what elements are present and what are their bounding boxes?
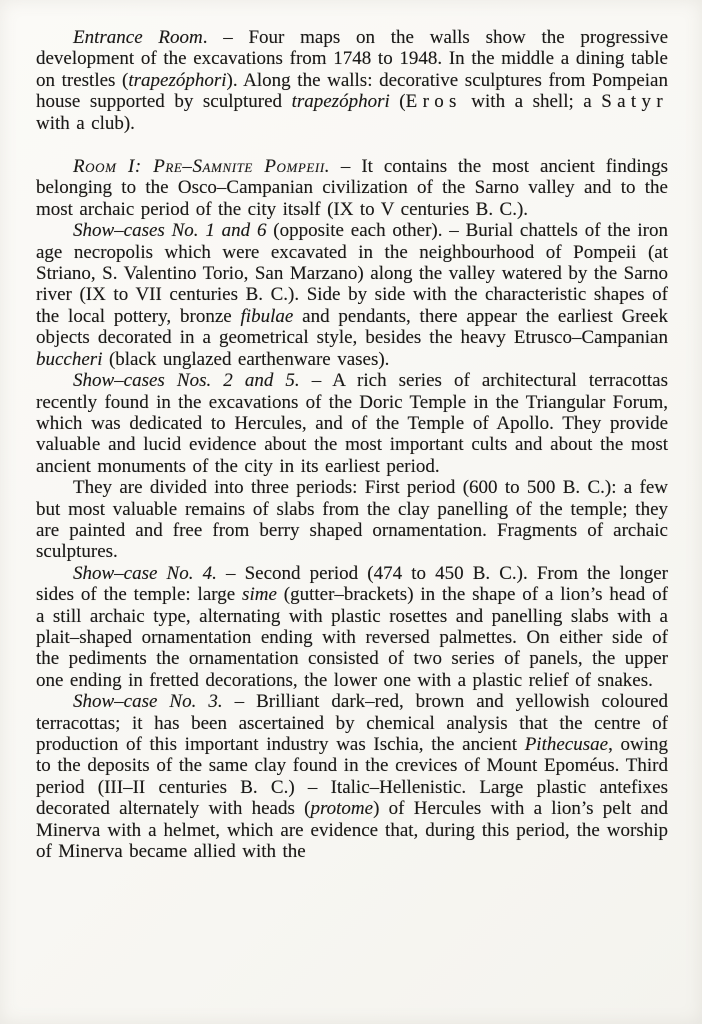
paragraph-show-case-3 <box>36 691 668 862</box>
text-segment: ). Along the walls: decorative sculptures from Pompeian house supported by sculptured <box>36 69 668 113</box>
text-segment: (opposite each other). – Burial chattels of the iron age necropolis which were excavated in the neighbourhood of Pompeii (at Striano, S. Valentino Torio, San Marzano) along the valley watered by the Sarno river (IX to VII centuries B. C.). Side by side with the characteristic shapes of the local pottery, bronze <box>36 220 668 327</box>
page-text <box>36 27 668 862</box>
text-segment: with a shell; a <box>461 91 602 113</box>
text-segment: fibulae <box>240 305 294 327</box>
paragraph-show-cases-2-and-5 <box>36 370 668 477</box>
text-segment: Show–cases No. 1 and 6 <box>73 220 267 242</box>
text-segment: Show–case No. 3. <box>73 691 223 713</box>
text-segment: They are divided into three periods: First period (600 to 500 B. C.): a few but most valuable remains of slabs from the clay panelling of the temple; they are painted and free from berry shaped ornamentation. Fragments of archaic sculptures. <box>36 477 668 563</box>
text-segment: (black unglazed earthenware vases). <box>102 348 390 370</box>
text-segment: Pithecusae <box>524 734 609 755</box>
text-segment: Show–cases Nos. 2 and 5. <box>73 370 300 392</box>
paragraph-show-case-4 <box>36 563 668 691</box>
text-segment: Satyr <box>601 91 668 113</box>
text-segment: . – Four maps on the walls show the progressive development of the excavations from 1748 to 1948. In the middle a dining table on trestles ( <box>36 27 669 91</box>
text-segment: ( <box>389 91 406 113</box>
text-segment: – Second period (474 to 450 B. C.). From the longer sides of the temple: large <box>36 562 668 606</box>
text-segment: Entrance Room <box>73 27 203 48</box>
text-segment: – It contains the most ancient findings belonging to the Osco–Campanian civilization of the Sarno valley and to the most archaic period of the city itsəlf (IX to V centuries B. C.). <box>36 156 668 220</box>
paragraph-three-periods <box>36 477 668 563</box>
text-segment: Show–case No. 4. <box>73 562 217 584</box>
text-segment: with a club). <box>36 112 135 134</box>
text-segment: buccheri <box>36 348 103 370</box>
text-segment: sime <box>242 584 277 606</box>
text-segment: Room I: Pre–Samnite Pompeii. <box>73 156 331 178</box>
paragraph-entrance-room <box>36 27 668 134</box>
text-segment: and pendants, there appear the earliest Greek objects decorated in a geometrical style, besides the heavy Etrusco–Campanian <box>36 305 668 349</box>
text-segment: Eros <box>405 91 462 113</box>
text-segment: trapezóphori <box>291 91 390 113</box>
paragraph-room-1-pre-samnite <box>36 156 668 220</box>
text-segment: – A rich series of architectural terracottas recently found in the excavations of the Doric Temple in the Triangular Forum, which was dedicated to Hercules, and of the Temple of Apollo. They provide valuable and lucid evidence about the most important cults and about the most ancient monuments of the city in its earliest period. <box>36 370 668 477</box>
text-segment: (gutter–brackets) in the shape of a lion’s head of a still archaic type, alternating with plastic rosettes and panelling slabs with a plait–shaped ornamentation ending with reversed palmettes. On either side of the pediments the ornamentation consisted of two series of panels, the upper one ending in fretted decorations, the lower one with a plastic relief of snakes. <box>36 584 668 691</box>
text-segment: , owing to the deposits of the same clay found in the crevices of Mount Epoméus. Third period (III–II centuries B. C.) – Italic–Hellenistic. Large plastic antefixes decorated alternately with heads ( <box>36 734 669 820</box>
text-segment: – Brilliant dark–red, brown and yellowish coloured terracottas; it has been ascertained by chemical analysis that the centre of production of this important industry was Ischia, the ancient <box>36 691 669 755</box>
text-segment: trapezóphori <box>128 69 227 91</box>
text-segment: protome <box>310 798 374 820</box>
text-segment: ) of Hercules with a lion’s pelt and Minerva with a helmet, which are evidence that, during this period, the worship of Minerva became allied with the <box>36 798 668 863</box>
paragraph-show-cases-1-and-6 <box>36 220 668 370</box>
